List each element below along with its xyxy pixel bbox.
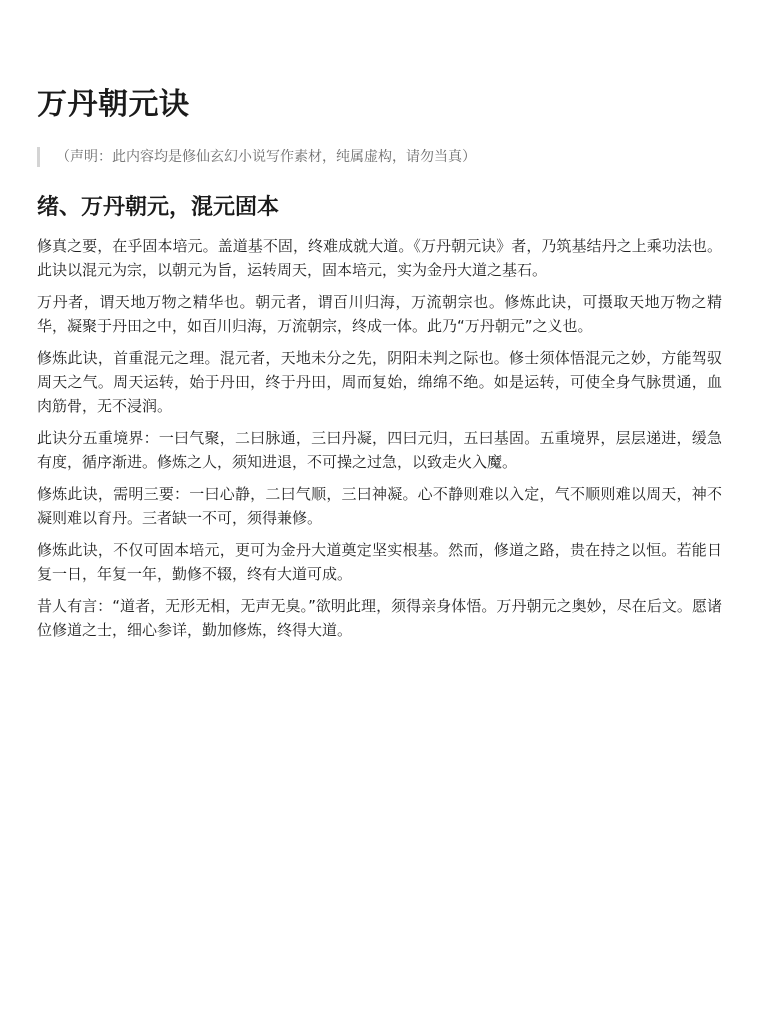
section-heading: 绪、万丹朝元，混元固本: [37, 195, 280, 220]
paragraph: 万丹者，谓天地万物之精华也。朝元者，谓百川归海，万流朝宗也。修炼此诀，可摄取天地万物之精华，凝聚于丹田之中，如百川归海，万流朝宗，终成一体。此乃“万丹朝元”之义也。: [37, 293, 722, 335]
paragraph: 修炼此诀，首重混元之理。混元者，天地未分之先，阴阳未判之际也。修士须体悟混元之妙，方能驾驭周天之气。周天运转，始于丹田，终于丹田，周而复始，绵绵不绝。如是运转，可使全身气脉贯通，血肉筋骨，无不浸润。: [37, 349, 722, 415]
paragraph: 修真之要，在乎固本培元。盖道基不固，终难成就大道。《万丹朝元诀》者，乃筑基结丹之上乘功法也。此诀以混元为宗，以朝元为旨，运转周天，固本培元，实为金丹大道之基石。: [37, 237, 722, 279]
paragraph: 昔人有言：“道者，无形无相，无声无臭。”欲明此理，须得亲身体悟。万丹朝元之奥妙，尽在后文。愿诸位修道之士，细心参详，勤加修炼，终得大道。: [37, 597, 722, 639]
body-text: [37, 234, 722, 642]
page-title: 万丹朝元诀: [37, 87, 190, 122]
paragraph: 修炼此诀，不仅可固本培元，更可为金丹大道奠定坚实根基。然而，修道之路，贵在持之以恒。若能日复一日，年复一年，勤修不辍，终有大道可成。: [37, 541, 722, 583]
paragraph: 修炼此诀，需明三要：一曰心静，二曰气顺，三曰神凝。心不静则难以入定，气不顺则难以周天，神不凝则难以育丹。三者缺一不可，须得兼修。: [37, 485, 722, 527]
disclaimer-quote: （声明：此内容均是修仙玄幻小说写作素材，纯属虚构，请勿当真）: [37, 147, 722, 167]
paragraph: 此诀分五重境界：一曰气聚，二曰脉通，三曰丹凝，四曰元归，五曰基固。五重境界，层层递进，缓急有度，循序渐进。修炼之人，须知进退，不可操之过急，以致走火入魔。: [37, 429, 722, 471]
